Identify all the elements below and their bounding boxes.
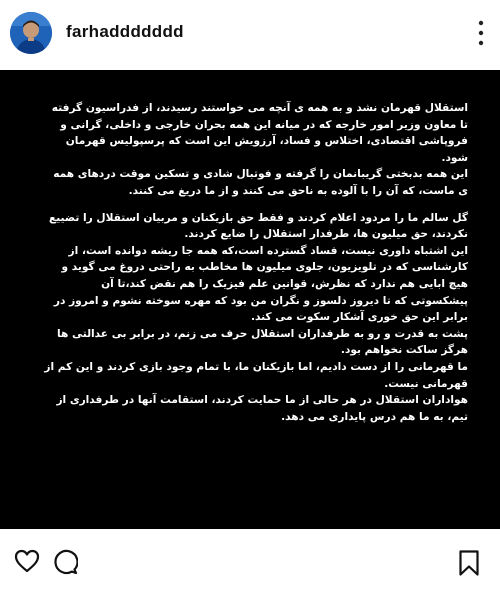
post-text-block bbox=[40, 100, 468, 435]
text-line: کارشناسی که در تلویزیون، جلوی میلیون ها مخاطب به راحتی دروغ می گوید و bbox=[61, 261, 468, 274]
post-paragraph-2 bbox=[40, 210, 468, 426]
text-line: استقلال قهرمان نشد و به همه ی آنچه می خواستند رسیدند، از فدراسیون گرفته bbox=[51, 102, 468, 114]
text-line: تا معاون وزیر امور خارجه که در میانه این همه بحران خارجی و داخلی، گرانی و bbox=[60, 118, 468, 131]
text-line: برابر این حق خوری آشکار سکوت می کند. bbox=[250, 311, 468, 324]
text-line: قهرمانی نیست. bbox=[384, 377, 468, 390]
text-line: ی ماست، که آن را با آلوده به ناحق می کنند و از ما دریغ می کنند. bbox=[128, 184, 468, 197]
text-line: پشت به قدرت و رو به طرفداران استقلال حرف می زنم، در برابر بی عدالتی ها bbox=[57, 327, 468, 340]
speech-bubble-icon[interactable] bbox=[52, 549, 78, 575]
bookmark-outline-icon[interactable] bbox=[458, 549, 480, 577]
text-line: تیم، به ما هم درس پایداری می دهد. bbox=[281, 410, 468, 423]
post-actions-bar bbox=[0, 529, 500, 596]
avatar[interactable] bbox=[10, 12, 52, 54]
text-line: هواداران استقلال در هر حالی از ما حمایت کردند، استقامت آنها در طرفداری از bbox=[56, 394, 468, 407]
text-line: این اشتباه داوری نیست، فساد گسترده است،که همه جا ریشه دوانده است، از bbox=[68, 244, 468, 257]
text-line: هرگز ساکت نخواهم بود. bbox=[340, 344, 468, 357]
text-line: شود. bbox=[441, 151, 468, 164]
vertical-dots-icon[interactable] bbox=[478, 20, 484, 46]
heart-outline-icon[interactable] bbox=[14, 549, 40, 573]
text-line: هیچ ابایی هم ندارد که نظرش، قوانین علم فیزیک را هم نقض کند،تا آن bbox=[101, 277, 468, 290]
username[interactable]: farhaddddddd bbox=[66, 22, 184, 41]
post-image bbox=[0, 70, 500, 529]
text-line: گل سالم ما را مردود اعلام کردند و فقط حق بازیکنان و مربیان استقلال را تضییع bbox=[49, 211, 468, 224]
text-line: این همه بدبختی گریبانمان را گرفته و فوتبال شادی و تسکین موقت دردهای همه bbox=[53, 168, 468, 181]
post-paragraph-1 bbox=[40, 100, 468, 200]
post-header bbox=[0, 0, 500, 70]
text-line: نکردند، حق میلیون ها، طرفدار استقلال را ضایع کردند. bbox=[184, 228, 468, 241]
text-line: ما قهرمانی را از دست دادیم، اما بازیکنان ما، با تمام وجود بازی کردند و این کم از bbox=[44, 360, 468, 373]
text-line: پیشکسوتی که تا دیروز دلسوز و نگران من بود که مهره سوخته نشوم و امروز در bbox=[53, 294, 468, 307]
text-line: فروپاشی اقتصادی، اختلاس و فساد، آرزویش این است که پرسپولیس قهرمان bbox=[65, 135, 468, 148]
